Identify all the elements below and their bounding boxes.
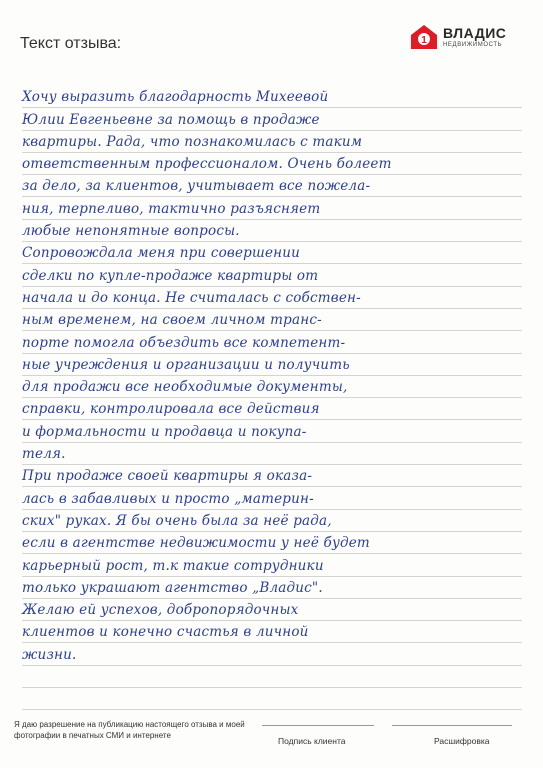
ruled-line: [22, 621, 522, 643]
logo-subtitle: НЕДВИЖИМОСТЬ: [443, 42, 503, 48]
ruled-line: [22, 287, 522, 309]
ruled-line: [22, 554, 522, 576]
handwritten-line: клиентов и конечно счастья в личной: [22, 624, 309, 641]
handwritten-line: ным временем, на своем личном транс-: [22, 312, 322, 329]
ruled-line: [22, 242, 522, 264]
ruled-line: [22, 376, 522, 398]
ruled-line: [22, 510, 522, 532]
handwritten-line: сделки по купле-продаже квартиры от: [22, 267, 319, 284]
handwritten-line: ских" руках. Я бы очень была за неё рада,: [22, 512, 332, 529]
handwritten-line: если в агентстве недвижимости у неё будет: [22, 535, 370, 552]
handwritten-line: любые непонятные вопросы.: [22, 223, 240, 240]
handwritten-line: и формальности и продавца и покупа-: [22, 423, 307, 440]
handwritten-line: лась в забавливых и просто „материн-: [22, 490, 314, 507]
ruled-line: [22, 688, 522, 710]
handwritten-line: справки, контролировала все действия: [22, 401, 320, 418]
ruled-line: [22, 220, 522, 242]
handwritten-line: начала и до конца. Не считалась с собствен-: [22, 289, 361, 306]
ruled-line: [22, 465, 522, 487]
vladis-logo: [410, 24, 530, 50]
ruled-line: [22, 354, 522, 376]
svg-text:1: 1: [421, 35, 427, 46]
logo-name: ВЛАДИС: [443, 25, 507, 41]
signature-line: [262, 725, 374, 726]
handwritten-line: Юлии Евгеньевне за помощь в продаже: [22, 111, 320, 128]
ruled-line: [22, 108, 522, 130]
signature-label: Подпись клиента: [278, 736, 346, 746]
handwritten-line: жизни.: [22, 646, 77, 663]
ruled-line: [22, 331, 522, 353]
ruled-line: [22, 666, 522, 688]
handwritten-line: При продаже своей квартиры я оказа-: [22, 468, 313, 485]
ruled-line: [22, 309, 522, 331]
handwritten-line: квартиры. Рада, что познакомилась с таким: [22, 133, 363, 150]
house-logo-icon: [410, 24, 438, 50]
ruled-line: [22, 643, 522, 665]
review-text-area: [22, 86, 522, 710]
ruled-line: [22, 420, 522, 442]
ruled-line: [22, 487, 522, 509]
publication-consent-text: Я даю разрешение на публикацию настоящего отзыва и моей фотографии в печатных СМИ и интернете: [14, 720, 245, 740]
decode-line: [392, 725, 512, 726]
handwritten-line: порте помогла объездить все компетент-: [22, 334, 346, 351]
page-title: Текст отзыва:: [20, 35, 122, 52]
ruled-line: [22, 532, 522, 554]
ruled-line: [22, 577, 522, 599]
handwritten-line: только украшают агентство „Владис".: [22, 579, 323, 596]
handwritten-line: ответственным профессионалом. Очень болеет: [22, 156, 392, 173]
handwritten-line: карьерный рост, т.к такие сотрудники: [22, 557, 324, 574]
ruled-line: [22, 599, 522, 621]
handwritten-line: Сопровождала меня при совершении: [22, 245, 301, 262]
ruled-line: [22, 398, 522, 420]
handwritten-line: за дело, за клиентов, учитывает все пожела-: [22, 178, 371, 195]
ruled-line: [22, 86, 522, 108]
handwritten-line: ные учреждения и организации и получить: [22, 356, 350, 373]
handwritten-line: теля.: [22, 446, 66, 463]
ruled-line: [22, 153, 522, 175]
handwritten-line: Желаю ей успехов, добропорядочных: [22, 602, 299, 619]
ruled-line: [22, 197, 522, 219]
handwritten-line: Хочу выразить благодарность Михеевой: [22, 89, 329, 106]
ruled-line: [22, 443, 522, 465]
decode-label: Расшифровка: [434, 736, 490, 746]
ruled-line: [22, 264, 522, 286]
handwritten-line: ния, терпеливо, тактично разъясняет: [22, 200, 321, 217]
ruled-line: [22, 175, 522, 197]
ruled-line: [22, 131, 522, 153]
handwritten-line: для продажи все необходимые документы,: [22, 379, 348, 396]
